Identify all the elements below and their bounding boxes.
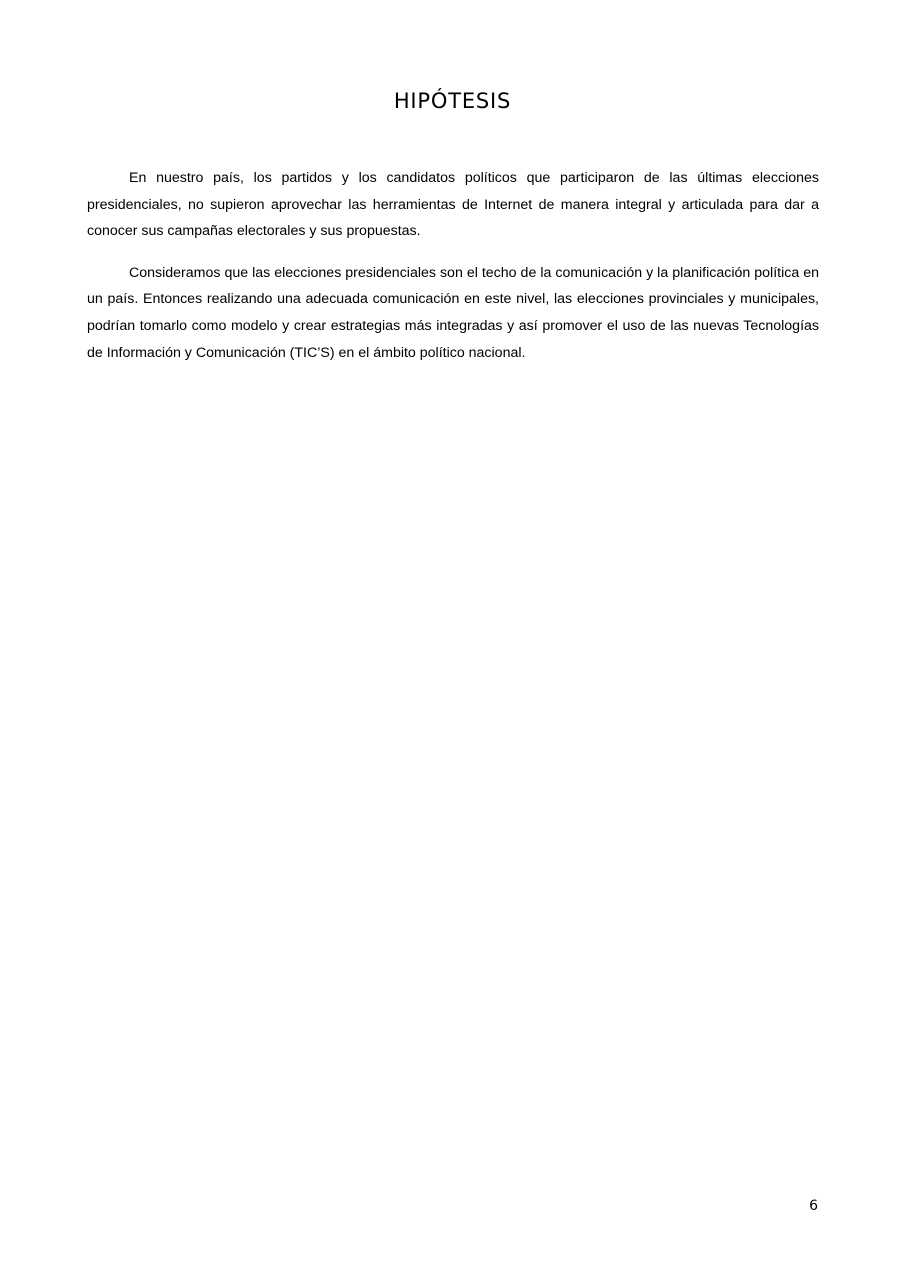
page-number: 6 — [809, 1198, 818, 1214]
page-title: HIPÓTESIS — [393, 89, 512, 113]
document-body — [87, 165, 819, 381]
paragraph-1: En nuestro país, los partidos y los candidatos políticos que participaron de las últimas elecciones presidenciales, no supieron aprovechar las herramientas de Internet de manera integral y articulada para dar a conocer sus campañas electorales y sus propuestas. — [87, 170, 819, 240]
paragraph-2: Consideramos que las elecciones presidenciales son el techo de la comunicación y la planificación política en un país. Entonces realizando una adecuada comunicación en este nivel, las elecciones provinciales y municipales, podrían tomarlo como modelo y crear estrategias más integradas y así promover el uso de las nuevas Tecnologías de Información y Comunicación (TIC’S) en el ámbito político nacional. — [87, 264, 819, 361]
